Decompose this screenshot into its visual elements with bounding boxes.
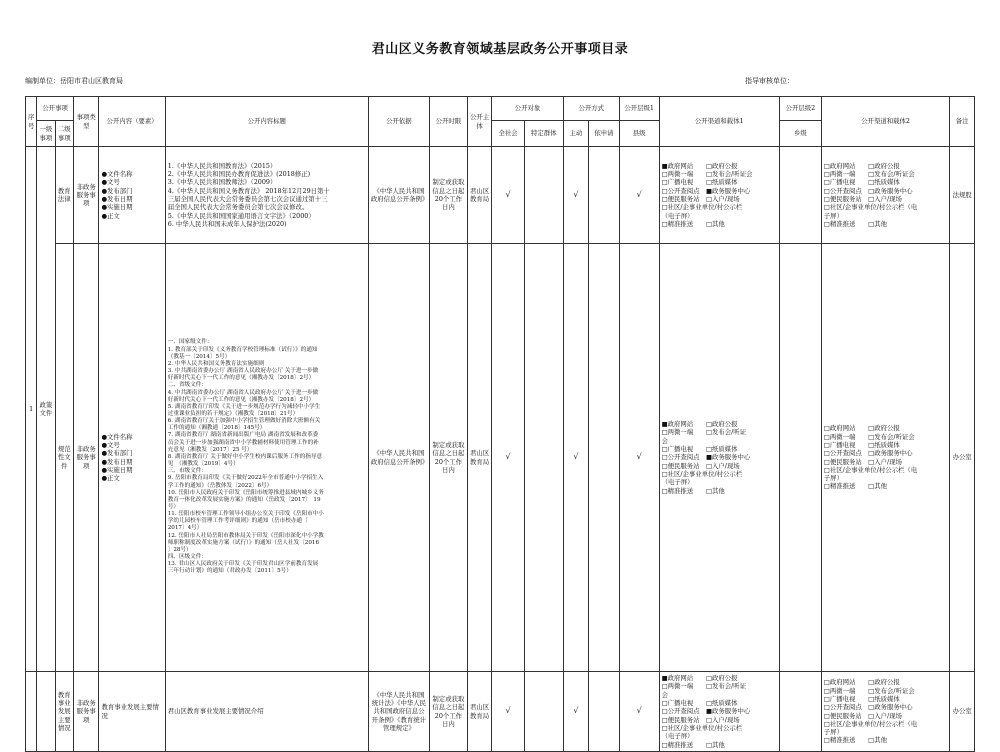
row-note: 办公室 <box>950 244 975 672</box>
row-level1-empty <box>37 672 55 752</box>
row-subject: 君山区教育局 <box>467 672 491 752</box>
check-apply <box>589 147 620 244</box>
header-channel2: 公开渠道和载体2 <box>821 97 950 147</box>
header-target: 公开对象 <box>492 97 563 121</box>
table-row <box>26 672 975 752</box>
row-time: 制定或获取信息之日起20个工作日内 <box>430 672 468 752</box>
header-item: 公开事项 <box>37 97 74 121</box>
row-basis: 《中华人民共和国政府信息公开条例》 <box>368 244 429 672</box>
check-active: √ <box>563 147 589 244</box>
row-type: 非政务服务事项 <box>73 147 99 244</box>
row-channel1: ■政府网站 □政府公报 □两微一端 □发布会/听证 会 □广播电视 □纸质媒体 □公开查阅点 ■政务服务中心 □便民服务站 □入户/现场 □社区/企事业单位/村公示栏 （电子屏） □精准推送 □其他 <box>659 244 779 672</box>
check-apply <box>589 244 620 672</box>
row-titles: 一、国家级文件： 1. 教育部关于印发《义务教育学校管理标准（试行）》的通知 （教基一〔2014〕5号） 2. 中华人民共和国义务教育法实施细则 3. 中共湖南省委办公厅 湖南省人民政府办公厅 关于进一步做 好新时代关心下一代工作的意见（湘教办发〔2018〕2号） 二、省级文件： 4. 中共湖南省委办公厅 湖南省人民政府办公厅 关于进一步做 好新时代关心下一代工作的意见（湘教办发〔2018〕2号） 5. 湖南省教育厅印发《关于进一步规范办学行为减轻中小学生 过重课业负担的若干规定》（湘教发〔2018〕21号） 6. 湖南省教育厅关于加强中小学招生管理做好消除大班额有关 工作的通知（湘教通〔2018〕145号） 7. 湖南省教育厅 湖南省新闻出版广电局 湖南省发展和改革委 员会关于进一步加强湖南省中小学教辅材料使用管理工作的补 充意见（湘教发〔2017〕25 号） 8. 湖南省教育厅 关于做好中小学生校内课后服务工作的指导意 见 （湘教发〔2019〕4号） 三、市级文件： 9. 岳阳市教育局印发《关于做好2022年全市普通中小学招生入 学工作的通知》（岳教体发〔2022〕6号） 10. 岳阳市人民政府关于印发《岳阳市统筹推进县域内城乡义务 教育一体化改革发展实施方案》的通知（岳政发〔2017〕 19 号） 11. 岳阳市校车管理工作领导小组办公室关于印发《岳阳市中小 学幼儿园校车管理工作考评细则》的通知（岳市校办通〔 2017〕4号） 12. 岳阳市人社局岳阳市教体局关于印发《岳阳市深化中小学教 师职称制度改革实施方案（试行）》的通知（岳人社发〔2016 〕28号） 四、区级文件： 13. 君山区人民政府关于印发《关于印发君山区学前教育发展 三年行动计划》的通知（君政办发〔2011〕5号） <box>165 244 368 672</box>
check-apply <box>589 672 620 752</box>
row-subject: 君山区教育局 <box>467 147 491 244</box>
row-channel1: ■政府网站 □政府公报 □两微一端 □发布会/听证会 □广播电视 □纸质媒体 □公开查阅点 ■政务服务中心 □便民服务站 □入户/现场 □社区/企事业单位/村公示栏 （电子屏） □精准推送 □其他 <box>659 147 779 244</box>
header-level2-item: 二级事项 <box>55 121 73 147</box>
header-active: 主动 <box>563 121 589 147</box>
check-county: √ <box>619 147 659 244</box>
header-apply: 依申请 <box>589 121 620 147</box>
header-content: 公开内容（要素） <box>99 97 165 147</box>
header-county: 县级 <box>619 121 659 147</box>
header-level1-item: 一级事项 <box>37 121 55 147</box>
row-subject: 君山区教育局 <box>467 244 491 672</box>
row-type: 非政务服务事项 <box>73 244 99 672</box>
header-all: 全社会 <box>492 121 525 147</box>
header-type: 事项类型 <box>73 97 99 147</box>
header-township: 乡级 <box>779 121 821 147</box>
row-basis: 《中华人民共和国统计法》《中华人民共和国政府信息公开条例》《教育统计管理规定》 <box>368 672 429 752</box>
row-note: 办公室 <box>950 672 975 752</box>
header-note: 备注 <box>950 97 975 147</box>
check-active: √ <box>563 244 589 672</box>
row-title: 君山区教育事业发展主要情况介绍 <box>165 672 368 752</box>
check-active: √ <box>563 672 589 752</box>
header-level2: 公开层级2 <box>779 97 821 121</box>
row-seq: 1 <box>26 147 37 672</box>
table-row <box>26 147 975 244</box>
reviewer-label: 指导审核单位： <box>745 77 794 85</box>
row-level2: 规范性文件 <box>55 244 73 672</box>
row-channel2: □政府网站 □政府公报 □两微一端 □发布会/听证会 □广播电视 □纸质媒体 □公开查阅点 □政务服务中心 □便民服务站 □入户/现场 □社区/企事业单位/村公示栏（电 子屏） □精准推送 □其他 <box>821 147 950 244</box>
row-basis: 《中华人民共和国政府信息公开条例》 <box>368 147 429 244</box>
check-specific <box>524 244 563 672</box>
row-channel1: ■政府网站 □政府公报 □两微一端 □发布会/听证 会 □广播电视 □纸质媒体 □公开查阅点 ■政务服务中心 □便民服务站 □入户/现场 □社区/企事业单位/村公示栏 （电子屏） □精准推送 □其他 <box>659 672 779 752</box>
header-channel1: 公开渠道和载体1 <box>659 97 779 147</box>
table-row <box>26 244 975 672</box>
row-time: 制定或获取信息之日起20个工作日内 <box>430 147 468 244</box>
row-time: 制定或获取信息之日起20个工作日内 <box>430 244 468 672</box>
check-county: √ <box>619 672 659 752</box>
check-county: √ <box>619 244 659 672</box>
header-seq: 序号 <box>26 97 37 147</box>
header-basis: 公开依据 <box>368 97 429 147</box>
directory-table <box>25 96 975 752</box>
check-all: √ <box>492 147 525 244</box>
row-content-bullets: ●文件名称 ●文号 ●发布部门 ●发布日期 ●实施日期 ●正文 <box>99 147 165 244</box>
row-level2: 教育事业发展主要情况 <box>55 672 73 752</box>
row-content-bullets: ●文件名称 ●文号 ●发布部门 ●发布日期 ●实施日期 ●正文 <box>99 244 165 672</box>
row-level2: 教育法律 <box>55 147 73 244</box>
row-note: 法规股 <box>950 147 975 244</box>
check-specific <box>524 147 563 244</box>
header-subject: 公开主体 <box>467 97 491 147</box>
header-time: 公开时限 <box>430 97 468 147</box>
header-level1: 公开层级1 <box>619 97 659 121</box>
row-content: 教育事业发展主要情况 <box>99 672 165 752</box>
check-all: √ <box>492 672 525 752</box>
check-specific <box>524 672 563 752</box>
page-title: 君山区义务教育领域基层政务公开事项目录 <box>371 42 629 57</box>
row-type: 非政务服务事项 <box>73 672 99 752</box>
compiler-label: 编制单位：岳阳市君山区教育局 <box>25 77 123 85</box>
check-township <box>779 147 821 244</box>
row-level1: 政策文件 <box>37 147 55 672</box>
row-channel2: □政府网站 □政府公报 □两微一端 □发布会/听证会 □广播电视 □纸质媒体 □公开查阅点 □政务服务中心 □便民服务站 □入户/现场 □社区/企事业单位/村公示栏（电 子屏） □精准推送 □其他 <box>821 672 950 752</box>
header-content-title: 公开内容标题 <box>165 97 368 147</box>
check-all: √ <box>492 244 525 672</box>
check-township <box>779 244 821 672</box>
check-township <box>779 672 821 752</box>
header-specific: 特定群体 <box>524 121 563 147</box>
row-seq-empty <box>26 672 37 752</box>
header-method: 公开方式 <box>563 97 619 121</box>
row-channel2: □政府网站 □政府公报 □两微一端 □发布会/听证会 □广播电视 □纸质媒体 □公开查阅点 □政务服务中心 □便民服务站 □入户/现场 □社区/企事业单位/村公示栏（电 子屏） □精准推送 □其他 <box>821 244 950 672</box>
row-titles: 1.《中华人民共和国教育法》（2015） 2.《中华人民共和国民办教育促进法》(2018修正) 3.《中华人民共和国教师法》（2009） 4.《中华人民共和国义务教育法》 2018年12月29日第十 三届全国人民代表大会常务委员会第七次会议通过第十三 届全国人民代表大会常务委员会第七次会议修改。 5.《中华人民共和国国家通用语言文字法》（2000） 6. 中华人民共和国未成年人保护法(2020) <box>165 147 368 244</box>
